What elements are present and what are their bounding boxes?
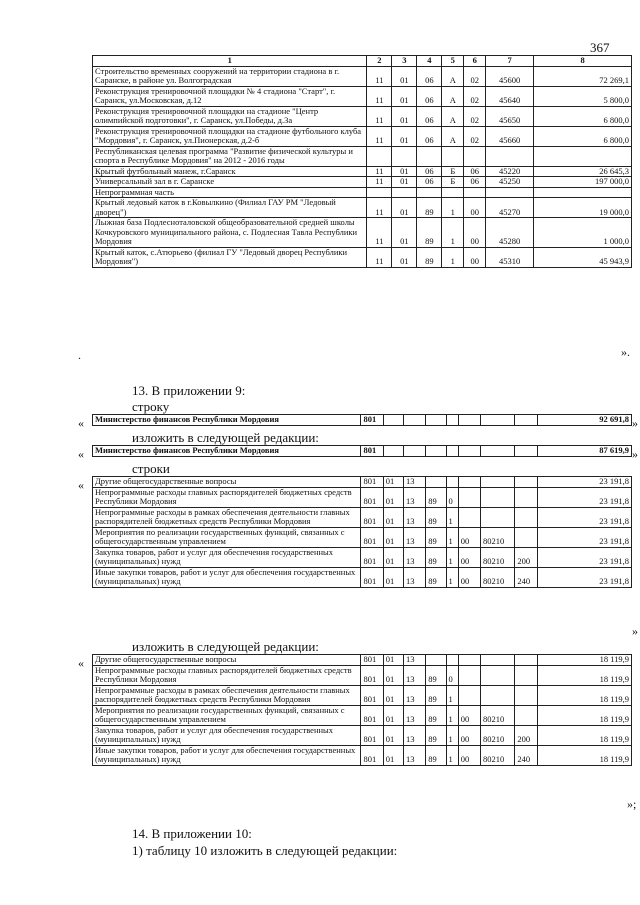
- table-cell: 01: [392, 106, 417, 126]
- table-cell: 01: [392, 66, 417, 86]
- table-cell: 23 191,8: [537, 507, 631, 527]
- table-cell: 18 119,9: [537, 725, 631, 745]
- table-cell: 89: [426, 685, 446, 705]
- table-cell: 801: [361, 477, 383, 488]
- table-cell: 01: [383, 477, 403, 488]
- table-cell: 1: [446, 745, 458, 765]
- table-cell: [534, 146, 632, 166]
- table-cell: 00: [458, 567, 480, 587]
- table-cell: [446, 477, 458, 488]
- table-cell: 801: [361, 547, 383, 567]
- table-cell: [417, 146, 442, 166]
- close-quote-1: »: [632, 416, 638, 430]
- table-cell: [480, 487, 514, 507]
- table-cell: 01: [383, 527, 403, 547]
- table-cell: 45220: [486, 166, 534, 177]
- table-cell: 11: [367, 166, 392, 177]
- table-cell: [458, 665, 480, 685]
- table-row: [93, 685, 632, 705]
- table-cell: 45 943,9: [534, 247, 632, 267]
- table-cell: 801: [361, 725, 383, 745]
- old-rows-table: [92, 476, 632, 588]
- table-cell: 11: [367, 218, 392, 248]
- table-cell: 06: [464, 177, 486, 188]
- table-cell: [515, 705, 537, 725]
- table-cell: [367, 187, 392, 198]
- new-ministry-row: [92, 445, 632, 457]
- table-cell: [515, 685, 537, 705]
- table-cell: 92 691,8: [537, 415, 631, 426]
- table-row: [93, 187, 632, 198]
- table-cell: 89: [426, 725, 446, 745]
- table-cell: 3: [392, 56, 417, 67]
- table-cell: [458, 487, 480, 507]
- table-cell: 06: [417, 126, 442, 146]
- table-cell: Б: [442, 166, 464, 177]
- table-cell: 01: [392, 166, 417, 177]
- table-cell: 00: [458, 745, 480, 765]
- table-row: [93, 655, 632, 666]
- table-cell: 1: [446, 685, 458, 705]
- table-row: [93, 415, 632, 426]
- table-cell: 01: [383, 705, 403, 725]
- table-cell: 89: [417, 218, 442, 248]
- table-cell: 01: [392, 198, 417, 218]
- table-cell: 6 800,0: [534, 106, 632, 126]
- table-cell: А: [442, 86, 464, 106]
- table-cell: 89: [417, 198, 442, 218]
- table-cell: [446, 415, 458, 426]
- table-cell: [515, 415, 537, 426]
- table-row: [93, 665, 632, 685]
- table-cell: 80210: [480, 745, 514, 765]
- table-cell: 06: [417, 66, 442, 86]
- table-row: [93, 126, 632, 146]
- table-cell: [480, 655, 514, 666]
- table-cell: 240: [515, 745, 537, 765]
- table-cell: [367, 146, 392, 166]
- table-row: [93, 527, 632, 547]
- table-cell: [458, 446, 480, 457]
- table-cell: [426, 446, 446, 457]
- open-quote-4: «: [78, 656, 84, 670]
- table-cell: 45280: [486, 218, 534, 248]
- table-cell: 1 000,0: [534, 218, 632, 248]
- table-cell: [458, 685, 480, 705]
- table-cell: [480, 665, 514, 685]
- table-cell: [534, 187, 632, 198]
- table-cell: 1: [446, 547, 458, 567]
- table-cell: 801: [361, 655, 383, 666]
- table-cell: [383, 415, 403, 426]
- table-cell: 80210: [480, 547, 514, 567]
- table-cell: 11: [367, 86, 392, 106]
- table1-dot: .: [78, 348, 81, 362]
- table-cell: [480, 685, 514, 705]
- table-cell: 7: [486, 56, 534, 67]
- table-cell: 45660: [486, 126, 534, 146]
- table-cell: 01: [383, 745, 403, 765]
- table-cell: 240: [515, 567, 537, 587]
- table-cell: 0: [446, 487, 458, 507]
- table-cell: [515, 507, 537, 527]
- table-cell: 45600: [486, 66, 534, 86]
- new-rows-table: [92, 654, 632, 766]
- table-cell: 1: [442, 247, 464, 267]
- table-cell: 801: [361, 567, 383, 587]
- table-cell: 45270: [486, 198, 534, 218]
- table-cell: [404, 415, 426, 426]
- table-row: [93, 547, 632, 567]
- table-row: [93, 177, 632, 188]
- table-cell: [480, 477, 514, 488]
- table-cell: Другие общегосударственные вопросы: [93, 655, 361, 666]
- table-cell: 80210: [480, 567, 514, 587]
- table-cell: 01: [392, 86, 417, 106]
- table-cell: 45640: [486, 86, 534, 106]
- table-cell: [464, 187, 486, 198]
- table-cell: 13: [404, 725, 426, 745]
- table-cell: 197 000,0: [534, 177, 632, 188]
- table-row: [93, 567, 632, 587]
- table-cell: 11: [367, 177, 392, 188]
- table-cell: 801: [361, 705, 383, 725]
- table-cell: 45650: [486, 106, 534, 126]
- table-cell: 01: [392, 126, 417, 146]
- table-cell: 01: [383, 547, 403, 567]
- table-cell: [458, 415, 480, 426]
- table-cell: 01: [392, 247, 417, 267]
- table-cell: 11: [367, 66, 392, 86]
- table-cell: [480, 446, 514, 457]
- table-cell: 1: [446, 725, 458, 745]
- table-cell: 01: [383, 487, 403, 507]
- table-cell: 26 645,3: [534, 166, 632, 177]
- table-cell: 06: [417, 177, 442, 188]
- table-row: [93, 86, 632, 106]
- table-cell: [458, 477, 480, 488]
- table-cell: Министерство финансов Республики Мордовия: [93, 415, 361, 426]
- table-cell: [442, 146, 464, 166]
- table-cell: [446, 446, 458, 457]
- table-cell: 18 119,9: [537, 745, 631, 765]
- table-cell: 801: [361, 685, 383, 705]
- table-cell: 0: [446, 665, 458, 685]
- table-cell: 13: [404, 487, 426, 507]
- table-cell: [486, 146, 534, 166]
- replace-label-1: изложить в следующей редакции:: [132, 430, 319, 445]
- table-cell: Реконструкция тренировочной площадки № 4 стадиона "Старт", г. Саранск, ул.Московская, д.12: [93, 86, 367, 106]
- table-cell: [458, 507, 480, 527]
- table-cell: 02: [464, 126, 486, 146]
- table-cell: 89: [426, 705, 446, 725]
- table-cell: 200: [515, 725, 537, 745]
- table-cell: [515, 527, 537, 547]
- replace-label-2: изложить в следующей редакции:: [132, 639, 319, 654]
- table-cell: 19 000,0: [534, 198, 632, 218]
- section13-heading: 13. В приложении 9:: [132, 383, 246, 398]
- table-cell: [515, 446, 537, 457]
- open-quote-2: «: [78, 447, 84, 461]
- table-row: [93, 507, 632, 527]
- close-quote-4: »;: [627, 797, 637, 811]
- table-cell: 1: [446, 705, 458, 725]
- table-cell: 18 119,9: [537, 665, 631, 685]
- table-cell: 45250: [486, 177, 534, 188]
- table-row: [93, 66, 632, 86]
- table-cell: 89: [426, 745, 446, 765]
- table-cell: А: [442, 126, 464, 146]
- table-cell: 00: [458, 527, 480, 547]
- table-cell: 45310: [486, 247, 534, 267]
- table-cell: [446, 655, 458, 666]
- table-cell: 13: [404, 665, 426, 685]
- close-quote-2: »: [632, 447, 638, 461]
- page-number: 367: [590, 40, 610, 55]
- table-cell: [515, 665, 537, 685]
- table-cell: [480, 415, 514, 426]
- table-cell: [426, 415, 446, 426]
- table-cell: 72 269,1: [534, 66, 632, 86]
- table-cell: 00: [458, 547, 480, 567]
- table-cell: 06: [417, 106, 442, 126]
- table-cell: 00: [464, 198, 486, 218]
- table-cell: 89: [426, 665, 446, 685]
- table-cell: [515, 487, 537, 507]
- table-cell: 13: [404, 745, 426, 765]
- stroku-label: строку: [132, 399, 170, 414]
- table-cell: 801: [361, 487, 383, 507]
- table-cell: 11: [367, 247, 392, 267]
- table-cell: 00: [464, 247, 486, 267]
- table-cell: 01: [383, 685, 403, 705]
- table-cell: 01: [383, 507, 403, 527]
- table-cell: 89: [426, 527, 446, 547]
- table-header-row: [93, 56, 632, 67]
- table-cell: 01: [392, 177, 417, 188]
- table-cell: 06: [417, 86, 442, 106]
- table-cell: 13: [404, 655, 426, 666]
- investment-table: [92, 55, 632, 268]
- table-cell: [515, 477, 537, 488]
- table-cell: 23 191,8: [537, 477, 631, 488]
- table-cell: 801: [361, 665, 383, 685]
- table-cell: 4: [417, 56, 442, 67]
- table-cell: 02: [464, 66, 486, 86]
- table-cell: [486, 187, 534, 198]
- table-cell: 1: [442, 218, 464, 248]
- table-cell: 13: [404, 507, 426, 527]
- table-cell: 01: [383, 567, 403, 587]
- table-cell: 13: [404, 567, 426, 587]
- table-cell: 13: [404, 547, 426, 567]
- section14-line: 1) таблицу 10 изложить в следующей редакции:: [132, 843, 398, 858]
- table-cell: [392, 146, 417, 166]
- table-cell: 11: [367, 126, 392, 146]
- table-row: [93, 725, 632, 745]
- table-cell: 1: [442, 198, 464, 218]
- table-cell: 02: [464, 106, 486, 126]
- table-cell: 801: [361, 446, 383, 457]
- table-cell: Иные закупки товаров, работ и услуг для обеспечения государственных (муниципальных) нужд: [93, 745, 361, 765]
- table-cell: Непрограммные расходы главных распорядителей бюджетных средств Республики Мордовия: [93, 487, 361, 507]
- open-quote-1: «: [78, 416, 84, 430]
- stroki-label: строки: [132, 461, 170, 476]
- table-cell: Реконструкция тренировочной площадки на стадионе "Центр олимпийской подготовки", г. Саранск, ул.Победы, д.3а: [93, 106, 367, 126]
- table-cell: 2: [367, 56, 392, 67]
- table-cell: Б: [442, 177, 464, 188]
- table-cell: Закупка товаров, работ и услуг для обеспечения государственных (муниципальных) нужд: [93, 725, 361, 745]
- table-cell: 06: [464, 166, 486, 177]
- table-cell: 18 119,9: [537, 655, 631, 666]
- table-cell: 01: [383, 655, 403, 666]
- table-cell: Республиканская целевая программа "Развитие физической культуры и спорта в Республике Мордовия" на 2012 - 2016 годы: [93, 146, 367, 166]
- table-cell: 8: [534, 56, 632, 67]
- table-cell: 200: [515, 547, 537, 567]
- table-row: [93, 446, 632, 457]
- table-cell: [442, 187, 464, 198]
- table-cell: 23 191,8: [537, 567, 631, 587]
- table-cell: [417, 187, 442, 198]
- table-cell: 13: [404, 685, 426, 705]
- table-cell: Мероприятия по реализации государственных функций, связанных с общегосударственным управлением: [93, 705, 361, 725]
- table-cell: 5 800,0: [534, 86, 632, 106]
- table-cell: 801: [361, 415, 383, 426]
- table-cell: Непрограммная часть: [93, 187, 367, 198]
- table-row: [93, 477, 632, 488]
- table-row: [93, 198, 632, 218]
- table-cell: 13: [404, 477, 426, 488]
- table-cell: 13: [404, 705, 426, 725]
- table-cell: 87 619,9: [537, 446, 631, 457]
- table-cell: [392, 187, 417, 198]
- table-cell: 801: [361, 507, 383, 527]
- table-cell: 801: [361, 527, 383, 547]
- table-cell: 89: [426, 487, 446, 507]
- table-cell: [426, 655, 446, 666]
- table-row: [93, 166, 632, 177]
- table-cell: 02: [464, 86, 486, 106]
- table-cell: 01: [383, 665, 403, 685]
- table-row: [93, 146, 632, 166]
- table-cell: 00: [458, 725, 480, 745]
- table-cell: 1: [446, 567, 458, 587]
- table-cell: [383, 446, 403, 457]
- table-cell: Строительство временных сооружений на территории стадиона в г. Саранске, в районе ул. Волгоградская: [93, 66, 367, 86]
- table1-close-quote: ».: [621, 345, 630, 359]
- table-cell: 80210: [480, 527, 514, 547]
- table-cell: Непрограммные расходы главных распорядителей бюджетных средств Республики Мордовия: [93, 665, 361, 685]
- table-cell: [404, 446, 426, 457]
- table-cell: Крытый футбольный манеж, г.Саранск: [93, 166, 367, 177]
- table-cell: 89: [426, 507, 446, 527]
- table-cell: [515, 655, 537, 666]
- table-row: [93, 218, 632, 248]
- table-cell: А: [442, 66, 464, 86]
- table-cell: 89: [426, 567, 446, 587]
- table-cell: 89: [417, 247, 442, 267]
- table-cell: 1: [446, 507, 458, 527]
- table-cell: 80210: [480, 705, 514, 725]
- table-cell: Закупка товаров, работ и услуг для обеспечения государственных (муниципальных) нужд: [93, 547, 361, 567]
- table-cell: 06: [417, 166, 442, 177]
- old-ministry-row: [92, 414, 632, 426]
- table-cell: 1: [446, 527, 458, 547]
- table-cell: Крытый ледовый каток в г.Ковылкино (Филиал ГАУ РМ "Ледовый дворец"): [93, 198, 367, 218]
- table-cell: 23 191,8: [537, 527, 631, 547]
- table-cell: 01: [392, 218, 417, 248]
- table-row: [93, 745, 632, 765]
- table-cell: 00: [458, 705, 480, 725]
- table-cell: 18 119,9: [537, 705, 631, 725]
- table-cell: Реконструкция тренировочной площадки на стадионе футбольного клуба "Мордовия", г. Саранск, ул.Пионерская, д.2-б: [93, 126, 367, 146]
- table-cell: 801: [361, 745, 383, 765]
- table-cell: 01: [383, 725, 403, 745]
- table-cell: 11: [367, 198, 392, 218]
- table-cell: 11: [367, 106, 392, 126]
- table-cell: 6 800,0: [534, 126, 632, 146]
- open-quote-3: «: [78, 478, 84, 492]
- table-cell: 1: [93, 56, 367, 67]
- table-cell: 00: [464, 218, 486, 248]
- table-row: [93, 106, 632, 126]
- table-cell: 18 119,9: [537, 685, 631, 705]
- table-cell: Крытый каток, с.Атюрьево (филиал ГУ "Ледовый дворец Республики Мордовия"): [93, 247, 367, 267]
- table-cell: 23 191,8: [537, 487, 631, 507]
- table-cell: А: [442, 106, 464, 126]
- table-cell: 6: [464, 56, 486, 67]
- table-cell: Мероприятия по реализации государственных функций, связанных с общегосударственным управлением: [93, 527, 361, 547]
- table-cell: Лыжная база Подлесноталовской общеобразовательной средней школы Кочкуровского муниципального района, с. Подлесная Тавла Республики Мордовия: [93, 218, 367, 248]
- table-cell: 5: [442, 56, 464, 67]
- table-cell: Универсальный зал в г. Саранске: [93, 177, 367, 188]
- table-cell: Другие общегосударственные вопросы: [93, 477, 361, 488]
- table-cell: Непрограммные расходы в рамках обеспечения деятельности главных распорядителей бюджетных средств Республики Мордовия: [93, 685, 361, 705]
- table-cell: 13: [404, 527, 426, 547]
- table-cell: 80210: [480, 725, 514, 745]
- table-cell: 23 191,8: [537, 547, 631, 567]
- close-quote-3: »: [632, 624, 638, 638]
- table-cell: Иные закупки товаров, работ и услуг для обеспечения государственных (муниципальных) нужд: [93, 567, 361, 587]
- table-cell: [426, 477, 446, 488]
- section14-heading: 14. В приложении 10:: [132, 826, 252, 841]
- table-row: [93, 487, 632, 507]
- table-cell: [458, 655, 480, 666]
- table-cell: [480, 507, 514, 527]
- table-cell: Непрограммные расходы в рамках обеспечения деятельности главных распорядителей бюджетных средств Республики Мордовия: [93, 507, 361, 527]
- table-cell: 89: [426, 547, 446, 567]
- table-cell: [464, 146, 486, 166]
- table-row: [93, 705, 632, 725]
- table-cell: Министерство финансов Республики Мордовия: [93, 446, 361, 457]
- table-row: [93, 247, 632, 267]
